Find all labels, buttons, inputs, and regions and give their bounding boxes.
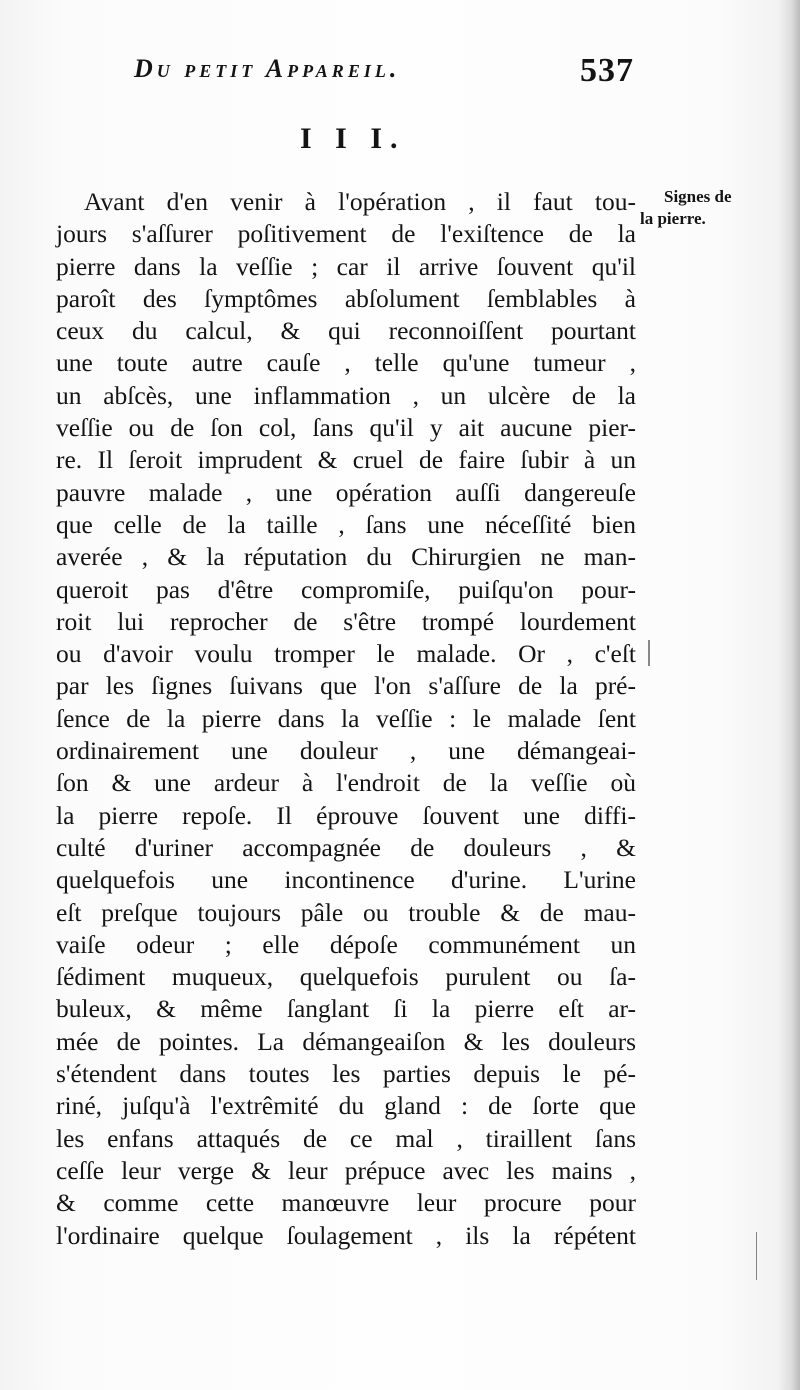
page-gutter-shadow xyxy=(778,0,800,1390)
text-line: eſt preſque toujours pâle ou trouble & de mau- xyxy=(56,897,636,927)
margin-note-line: Signes de xyxy=(664,187,732,206)
page-number: 537 xyxy=(580,52,634,89)
text-line: ceſſe leur verge & leur prépuce avec les mains , xyxy=(56,1155,636,1185)
body-text xyxy=(56,186,636,1252)
text-line: l'ordinaire quelque ſoulagement , ils la répétent xyxy=(56,1220,636,1250)
section-number: I I I. xyxy=(300,122,406,155)
text-line: Avant d'en venir à l'opération , il faut tou- xyxy=(84,187,636,216)
text-line: par les ſignes ſuivans que l'on s'aſſure de la pré- xyxy=(56,671,636,701)
text-line: veſſie ou de ſon col, ſans qu'il y ait aucune pier- xyxy=(56,413,636,443)
text-line: la pierre repoſe. Il éprouve ſouvent une diffi- xyxy=(56,800,636,830)
text-line: roit lui reprocher de s'être trompé lourdement xyxy=(56,606,636,636)
text-line: quelquefois une incontinence d'urine. L'urine xyxy=(56,865,636,895)
text-line: re. Il ſeroit imprudent & cruel de faire ſubir à un xyxy=(56,445,636,475)
text-line: paroît des ſymptômes abſolument ſemblables à xyxy=(56,283,636,313)
text-line: riné, juſqu'à l'extrêmité du gland : de ſorte que xyxy=(56,1091,636,1121)
running-head-title: Du petit Appareil. xyxy=(134,54,401,83)
text-line: pierre dans la veſſie ; car il arrive ſouvent qu'il xyxy=(56,251,636,281)
text-line: les enfans attaqués de ce mal , tiraillent ſans xyxy=(56,1123,636,1153)
text-line: mée de pointes. La démangeaiſon & les douleurs xyxy=(56,1026,636,1056)
text-line: averée , & la réputation du Chirurgien ne man- xyxy=(56,542,636,572)
text-line: une toute autre cauſe , telle qu'une tumeur , xyxy=(56,348,636,378)
text-line: culté d'uriner accompagnée de douleurs , & xyxy=(56,832,636,862)
margin-note-line: la pierre. xyxy=(640,209,706,228)
text-line: ſon & une ardeur à l'endroit de la veſſie où xyxy=(56,768,636,798)
text-line: ſence de la pierre dans la veſſie : le malade ſent xyxy=(56,703,636,733)
text-line: jours s'aſſurer poſitivement de l'exiſtence de la xyxy=(56,219,636,249)
text-line: ou d'avoir voulu tromper le malade. Or , c'eſt xyxy=(56,639,636,669)
text-line: buleux, & même ſanglant ſi la pierre eſt ar- xyxy=(56,994,636,1024)
text-line: vaiſe odeur ; elle dépoſe communément un xyxy=(56,929,636,959)
margin-note xyxy=(640,186,770,230)
text-line: ceux du calcul, & qui reconnoiſſent pourtant xyxy=(56,316,636,346)
ink-mark xyxy=(756,1232,757,1280)
text-line: pauvre malade , une opération auſſi dangereuſe xyxy=(56,477,636,507)
text-line: ordinairement une douleur , une démangeai- xyxy=(56,736,636,766)
text-line: s'étendent dans toutes les parties depuis le pé- xyxy=(56,1059,636,1089)
text-line: un abſcès, une inflammation , un ulcère de la xyxy=(56,380,636,410)
text-line: que celle de la taille , ſans une néceſſité bien xyxy=(56,509,636,539)
text-line: & comme cette manœuvre leur procure pour xyxy=(56,1188,636,1218)
text-line: ſédiment muqueux, quelquefois purulent ou ſa- xyxy=(56,962,636,992)
text-line: queroit pas d'être compromiſe, puiſqu'on pour- xyxy=(56,574,636,604)
ink-mark xyxy=(648,640,650,666)
